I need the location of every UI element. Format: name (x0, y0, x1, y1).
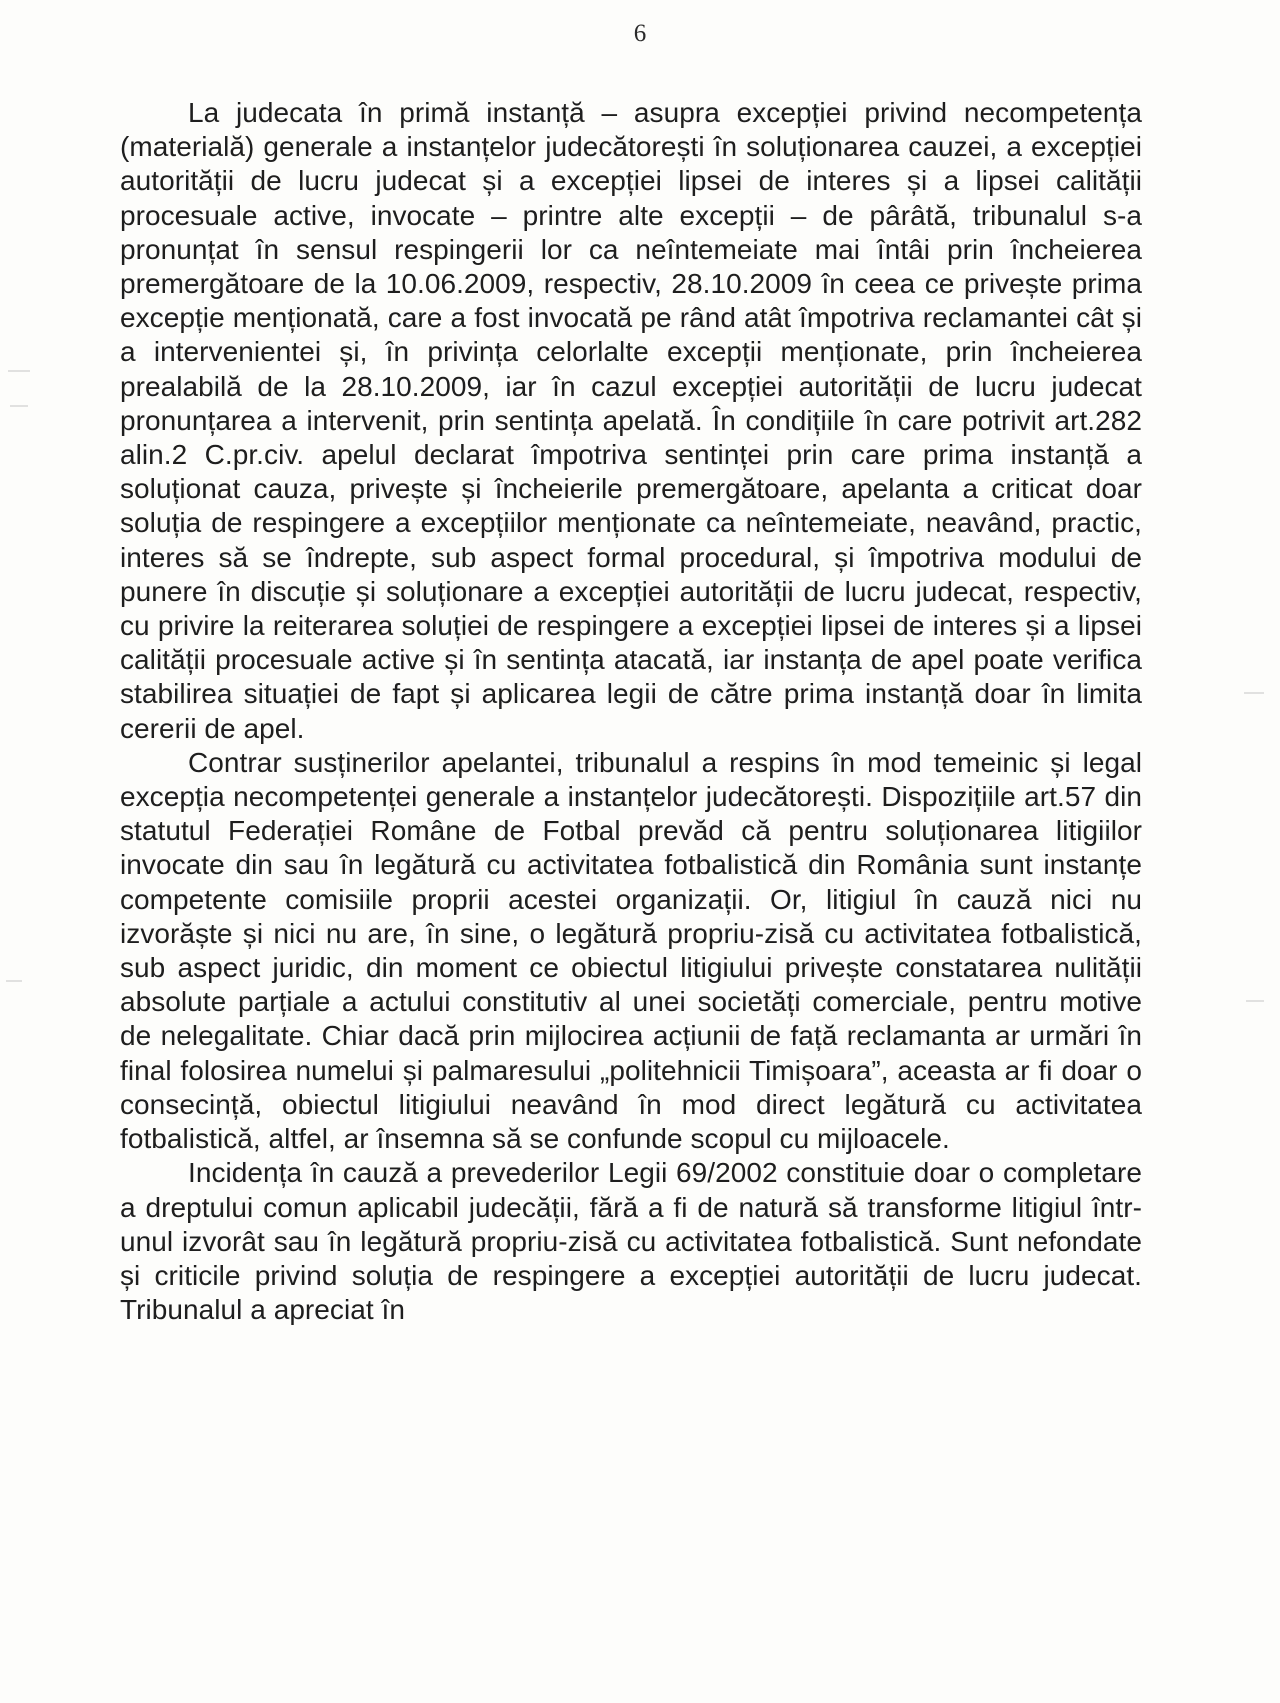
scan-mark-right-1 (1244, 692, 1264, 694)
document-body (120, 96, 1142, 1327)
page-number: 6 (633, 20, 647, 47)
scan-mark-left-2 (10, 405, 28, 407)
scan-mark-left-3 (6, 980, 22, 982)
scan-mark-right-2 (1246, 1000, 1264, 1002)
paragraph-3: Incidența în cauză a prevederilor Legii 69/2002 constituie doar o completare a dreptului comun aplicabil judecății, fără a fi de natură să transforme litigiul într-unul izvorât sau în legătură propriu-zisă cu activitatea fotbalistică. Sunt nefondate și criticile privind soluția de respingere a excepției autorității de lucru judecat. Tribunalul a apreciat în (120, 1157, 1142, 1326)
scan-mark-left-1 (8, 370, 30, 372)
paragraph-1: La judecata în primă instanță – asupra excepției privind necompetența (materială) generale a instanțelor judecătorești în soluționarea cauzei, a excepției autorității de lucru judecat și a excepției lipsei de interes și a lipsei calității procesuale active, invocate – printre alte excepții – de pârâtă, tribunalul s-a pronunțat în sensul respingerii lor ca neîntemeiate mai întâi prin încheierea premergătoare de la 10.06.2009, respectiv, 28.10.2009 în ceea ce privește prima excepție menționată, care a fost invocată pe rând atât împotriva reclamantei cât și a intervenientei și, în privința celorlalte excepții menționate, prin încheierea prealabilă de la 28.10.2009, iar în cazul excepției autorității de lucru judecat pronunțarea a intervenit, prin sentința apelată. În condițiile în care potrivit art.282 alin.2 C.pr.civ. apelul declarat împotriva sentinței prin care prima instanță a soluționat cauza, privește și încheierile premergătoare, apelanta a criticat doar soluția de respingere a excepțiilor menționate ca neîntemeiate, neavând, practic, interes să se îndrepte, sub aspect formal procedural, și împotriva modului de punere în discuție și soluționare a excepției autorității de lucru judecat, respectiv, cu privire la reiterarea soluției de respingere a excepției lipsei de interes și a lipsei calității procesuale active și în sentința atacată, iar instanța de apel poate verifica stabilirea situației de fapt și aplicarea legii de către prima instanță doar în limita cererii de apel. (120, 97, 1142, 744)
paragraph-2: Contrar susținerilor apelantei, tribunalul a respins în mod temeinic și legal excepția necompetenței generale a instanțelor judecătorești. Dispozițiile art.57 din statutul Federației Române de Fotbal prevăd că pentru soluționarea litigiilor invocate din sau în legătură cu activitatea fotbalistică din România sunt instanțe competente comisiile proprii acestei organizații. Or, litigiul în cauză nici nu izvorăște și nici nu are, în sine, o legătură propriu-zisă cu activitatea fotbalistică, sub aspect juridic, din moment ce obiectul litigiului privește constatarea nulității absolute parțiale a actului constitutiv al unei societăți comerciale, pentru motive de nelegalitate. Chiar dacă prin mijlocirea acțiunii de față reclamanta ar urmări în final folosirea numelui și palmaresului „politehnicii Timișoara”, aceasta ar fi doar o consecință, obiectul litigiului neavând în mod direct legătură cu activitatea fotbalistică, altfel, ar însemna să se confunde scopul cu mijloacele. (120, 746, 1142, 1155)
